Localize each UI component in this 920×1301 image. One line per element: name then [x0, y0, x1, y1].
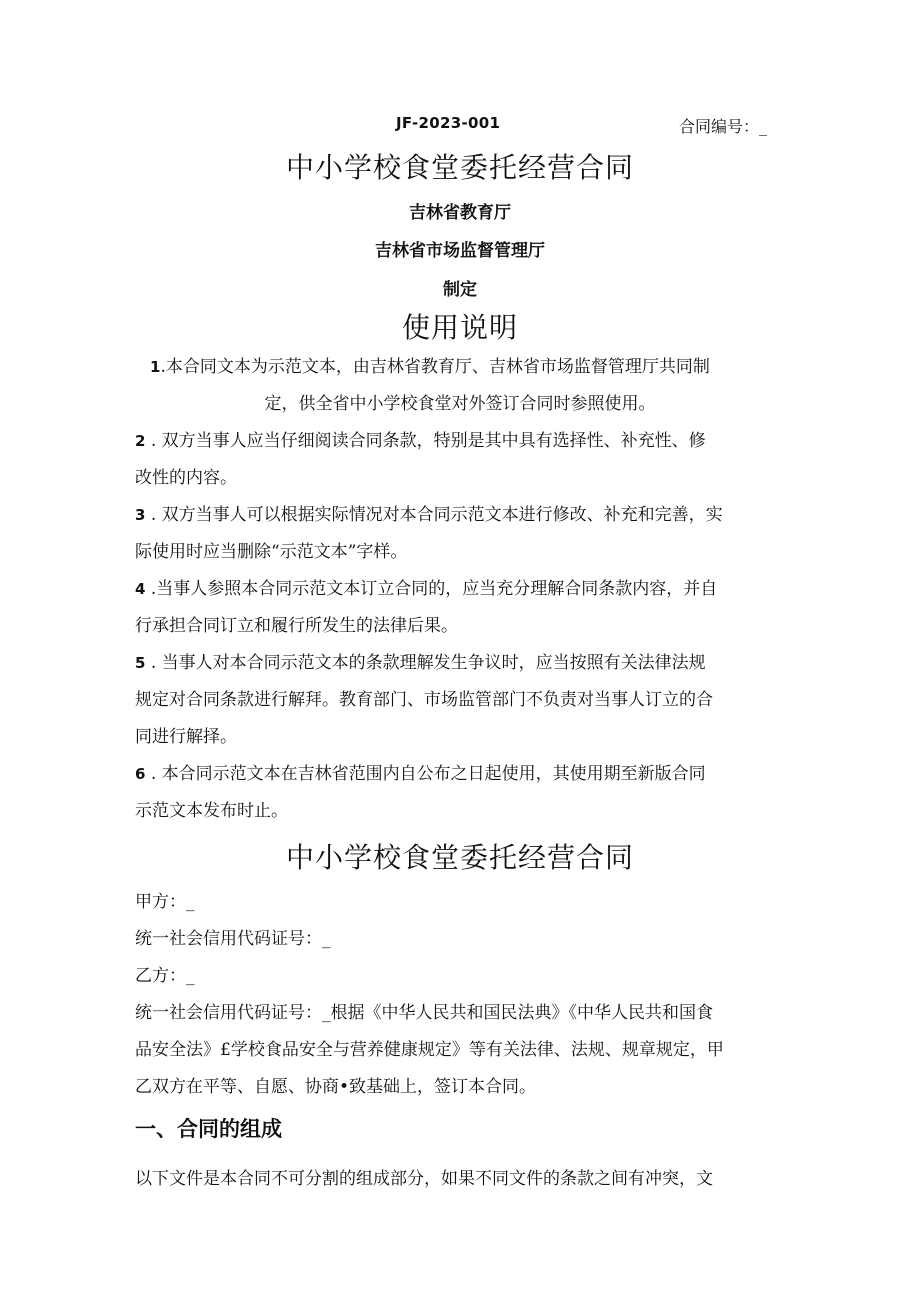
contract-number-field: 合同编号：_ [679, 117, 768, 136]
instruction-item-1-cont: 定，供全省中小学校食堂对外签订合同时参照使用。 [264, 394, 656, 414]
instruction-number: 6 [135, 765, 146, 783]
instruction-text: 际使用时应当删除“示范文本”字样。 [135, 542, 408, 562]
issuer-formulated-label: 制定 [443, 280, 477, 300]
party-b-field: 乙方：_ [135, 966, 195, 986]
party-a-field: 甲方：_ [135, 892, 195, 912]
instruction-text: 同进行解择。 [135, 727, 237, 747]
instruction-number: 2 [135, 432, 146, 450]
instruction-text: .本合同文本为示范文本，由吉林省教育厅、吉林省市场监督管理厅共同制 [160, 357, 710, 377]
document-code: JF-2023-001 [396, 114, 501, 132]
party-a-credit-code-field: 统一社会信用代码证号：_ [135, 929, 331, 949]
preamble-line: 统一社会信用代码证号：_根据《中华人民共和国民法典》《中华人民共和国食 [135, 1003, 713, 1023]
instruction-item-3 [135, 497, 723, 571]
header-row [0, 114, 920, 138]
section-heading-contract-composition: 一、合同的组成 [135, 1117, 282, 1141]
instruction-number: 4 [135, 580, 146, 598]
contract-title: 中小学校食堂委托经营合同 [285, 841, 634, 874]
instruction-text: . 本合同示范文本在吉林省范围内自公布之日起使用，其使用期至新版合同 [145, 764, 706, 784]
instruction-text: . 双方当事人可以根据实际情况对本合同示范文本进行修改、补充和完善，实 [145, 505, 723, 525]
preamble-line: 乙双方在平等、自愿、协商•致基础上，签订本合同。 [135, 1077, 537, 1097]
instruction-item-5 [135, 645, 713, 756]
section-1-paragraph: 以下文件是本合同不可分割的组成部分，如果不同文件的条款之间有冲突，文 [135, 1169, 713, 1189]
instruction-text: .当事人参照本合同示范文本订立合同的，应当充分理解合同条款内容，并自 [145, 579, 718, 599]
instruction-number: 3 [135, 506, 146, 524]
instruction-number: 1 [150, 358, 161, 376]
instruction-text: 行承担合同订立和履行所发生的法律后果。 [135, 616, 458, 636]
instruction-text: . 双方当事人应当仔细阅读合同条款，特别是其中具有选择性、补充性、修 [145, 431, 706, 451]
issuer-market-regulation-dept: 吉林省市场监督管理厅 [375, 241, 545, 261]
instruction-number: 5 [135, 654, 146, 672]
instruction-text: . 当事人对本合同示范文本的条款理解发生争议时，应当按照有关法律法规 [145, 653, 706, 673]
preamble-line: 品安全法》£学校食品安全与营养健康规定》等有关法律、法规、规章规定，甲 [135, 1040, 724, 1060]
instruction-text: 规定对合同条款进行解拜。教育部门、市场监管部门不负责对当事人订立的合 [135, 690, 713, 710]
instructions-title: 使用说明 [401, 311, 518, 344]
instruction-text: 改性的内容。 [135, 468, 237, 488]
cover-title: 中小学校食堂委托经营合同 [285, 151, 634, 184]
instruction-item-4 [135, 571, 717, 645]
instruction-item-6 [135, 756, 706, 830]
instruction-text: 示范文本发布时止。 [135, 801, 288, 821]
instruction-item-2 [135, 423, 706, 497]
instruction-item-1 [150, 349, 710, 386]
contract-preamble [135, 995, 724, 1106]
issuer-education-dept: 吉林省教育厅 [409, 203, 511, 223]
